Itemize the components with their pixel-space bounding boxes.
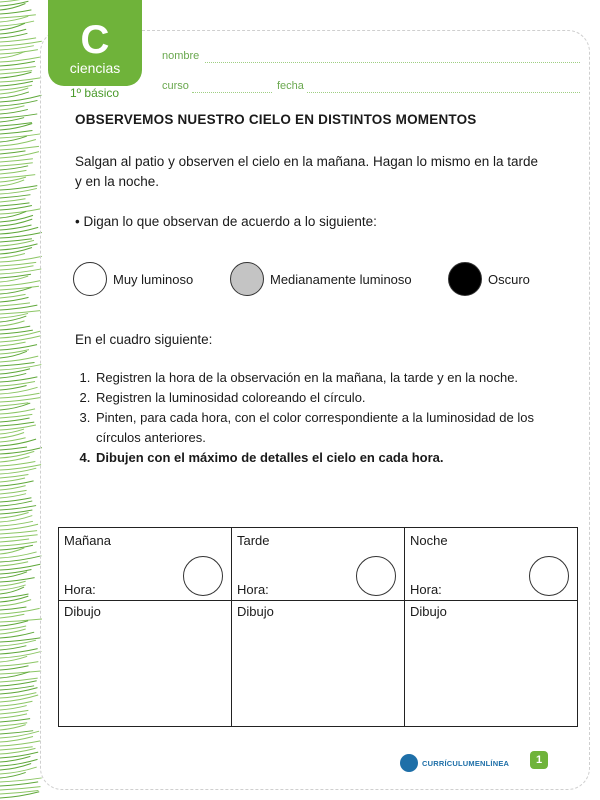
grass-blade — [0, 782, 38, 786]
grass-blade — [0, 311, 40, 314]
subject-name: ciencias — [69, 60, 121, 76]
grass-blade — [0, 414, 32, 418]
grass-blade — [0, 50, 38, 54]
scale-item-medianamente-luminoso — [230, 260, 412, 298]
grass-blade — [0, 759, 38, 766]
grass-blade — [0, 303, 30, 306]
grass-blade — [0, 447, 27, 450]
worksheet-title: OBSERVEMOS NUESTRO CIELO EN DISTINTOS MOMENTOS — [75, 112, 477, 127]
morning-drawing-cell[interactable] — [59, 601, 232, 727]
grass-blade — [0, 199, 25, 202]
grass-blade — [0, 767, 37, 774]
grass-blade — [0, 706, 27, 710]
grass-blade — [0, 439, 36, 446]
grass-blade — [0, 490, 27, 494]
grass-blade — [0, 398, 40, 402]
grass-blade — [0, 531, 37, 534]
grass-blade — [0, 152, 39, 158]
hora-label: Hora: — [64, 582, 96, 597]
grass-blade — [0, 475, 28, 478]
grass-blade — [0, 140, 36, 146]
grass-blade — [0, 130, 32, 134]
grass-blade — [0, 205, 32, 210]
grass-blade — [0, 671, 41, 674]
luminosity-circle-icon[interactable] — [529, 556, 569, 596]
observation-table — [58, 527, 578, 727]
night-cell[interactable] — [405, 528, 578, 601]
grass-blade — [0, 387, 38, 394]
logo-text: CURRÍCULUMENLÍNEA — [422, 758, 510, 768]
grass-blade — [0, 578, 35, 582]
grass-blade — [0, 719, 30, 722]
grass-blade — [0, 78, 41, 82]
grass-blade — [0, 336, 41, 342]
grass-blade — [0, 556, 41, 562]
scale-label: Oscuro — [488, 271, 530, 287]
scale-label: Medianamente luminoso — [270, 271, 412, 287]
step-item: 3. Pinten, para cada hora, con el color correspondiente a la luminosidad de los círculos anteriores. — [94, 408, 554, 448]
grass-blade — [0, 646, 26, 650]
grass-blade — [0, 10, 31, 14]
luminosity-circle-icon[interactable] — [356, 556, 396, 596]
white-circle-icon — [73, 262, 107, 296]
grass-blade — [0, 666, 28, 670]
grass-blade — [0, 562, 28, 566]
morning-cell[interactable] — [59, 528, 232, 601]
grass-blade — [0, 109, 28, 114]
grass-blade — [0, 498, 31, 502]
grass-blade — [0, 600, 31, 606]
grass-blade — [0, 326, 30, 330]
grass-blade — [0, 462, 35, 466]
grass-blade — [0, 539, 29, 542]
grass-blade — [0, 203, 29, 206]
grass-blade — [0, 46, 34, 50]
grass-blade — [0, 166, 28, 170]
drawing-label: Dibujo — [64, 604, 101, 619]
grass-blade — [0, 266, 33, 270]
afternoon-drawing-cell[interactable] — [232, 601, 405, 727]
grass-blade — [0, 714, 27, 718]
grass-blade — [0, 66, 36, 70]
grass-blade — [0, 106, 24, 110]
grass-blade — [0, 778, 42, 782]
gray-circle-icon — [230, 262, 264, 296]
grass-blade — [0, 244, 38, 250]
grass-blade — [0, 146, 39, 150]
logo-mark-icon — [400, 754, 418, 772]
step-item: 4. Dibujen con el máximo de detalles el cielo en cada hora. — [94, 448, 554, 468]
grass-blade — [0, 506, 36, 510]
course-line[interactable] — [192, 92, 272, 93]
name-label: nombre — [162, 50, 200, 62]
night-drawing-cell[interactable] — [405, 601, 578, 727]
grass-blade — [0, 294, 26, 298]
scale-item-muy-luminoso — [73, 260, 193, 298]
grass-blade — [0, 330, 33, 334]
grass-blade — [0, 114, 37, 118]
drawing-label: Dibujo — [237, 604, 274, 619]
steps-list — [76, 368, 554, 468]
subject-badge — [48, 0, 142, 86]
grass-blade — [0, 626, 26, 630]
grass-blade — [0, 15, 36, 18]
bullet-instruction: • Digan lo que observan de acuerdo a lo siguiente: — [75, 214, 377, 229]
hora-label: Hora: — [410, 582, 442, 597]
grass-blade — [0, 752, 38, 758]
grass-blade — [0, 614, 24, 618]
column-label: Mañana — [64, 533, 111, 548]
grass-blade — [0, 478, 25, 482]
hora-label: Hora: — [237, 582, 269, 597]
grass-blade — [0, 418, 30, 422]
grass-blade — [0, 662, 38, 666]
page-number: 1 — [530, 751, 548, 769]
grass-blade — [0, 787, 41, 790]
grass-blade — [0, 286, 39, 290]
grass-blade — [0, 151, 25, 154]
grass-blade — [0, 710, 28, 714]
scale-label: Muy luminoso — [113, 271, 194, 287]
grass-blade — [0, 731, 33, 734]
black-circle-icon — [448, 262, 482, 296]
subject-letter: C — [80, 18, 110, 62]
date-line[interactable] — [307, 92, 580, 93]
column-label: Noche — [410, 533, 448, 548]
grass-blade — [0, 516, 32, 522]
step-item: 2. Registren la luminosidad coloreando el círculo. — [94, 388, 554, 408]
column-label: Tarde — [237, 533, 270, 548]
grass-blade — [0, 170, 26, 174]
grass-blade — [0, 175, 35, 178]
grass-blade — [0, 262, 36, 266]
grass-blade — [0, 23, 25, 30]
grass-blade — [0, 651, 41, 658]
grass-blade — [0, 468, 36, 474]
curriculum-logo — [400, 754, 509, 772]
grass-blade — [0, 134, 40, 138]
grass-blade — [0, 638, 41, 642]
grass-blade — [0, 239, 32, 242]
grass-blade — [0, 38, 36, 42]
intro-text: Salgan al patio y observen el cielo en la mañana. Hagan lo mismo en la tarde y en la noche. — [75, 154, 539, 189]
grass-blade — [0, 448, 42, 454]
grass-blade — [0, 438, 26, 442]
grass-blade — [0, 342, 26, 346]
grass-blade — [0, 486, 26, 490]
name-line[interactable] — [205, 62, 580, 63]
afternoon-cell[interactable] — [232, 528, 405, 601]
grass-blade — [0, 422, 34, 426]
grass-blade — [0, 747, 33, 750]
table-intro: En el cuadro siguiente: — [75, 332, 213, 347]
grass-blade — [0, 274, 31, 278]
grass-blade — [0, 510, 32, 514]
course-label: curso — [162, 80, 189, 92]
luminosity-circle-icon[interactable] — [183, 556, 223, 596]
step-item: 1. Registren la hora de la observación en la mañana, la tarde y en la noche. — [94, 368, 554, 388]
grass-blade — [0, 494, 26, 498]
date-label: fecha — [277, 80, 304, 92]
grass-blade — [0, 619, 42, 622]
grade-label: 1º básico — [70, 86, 120, 100]
grass-blade — [0, 195, 30, 198]
drawing-label: Dibujo — [410, 604, 447, 619]
grass-blade — [0, 535, 38, 538]
grass-blade — [0, 607, 26, 610]
grass-blade — [0, 92, 29, 98]
grass-blade — [0, 227, 38, 234]
scale-item-oscuro — [448, 260, 530, 298]
grass-blade — [0, 159, 33, 162]
grass-blade — [0, 362, 35, 366]
